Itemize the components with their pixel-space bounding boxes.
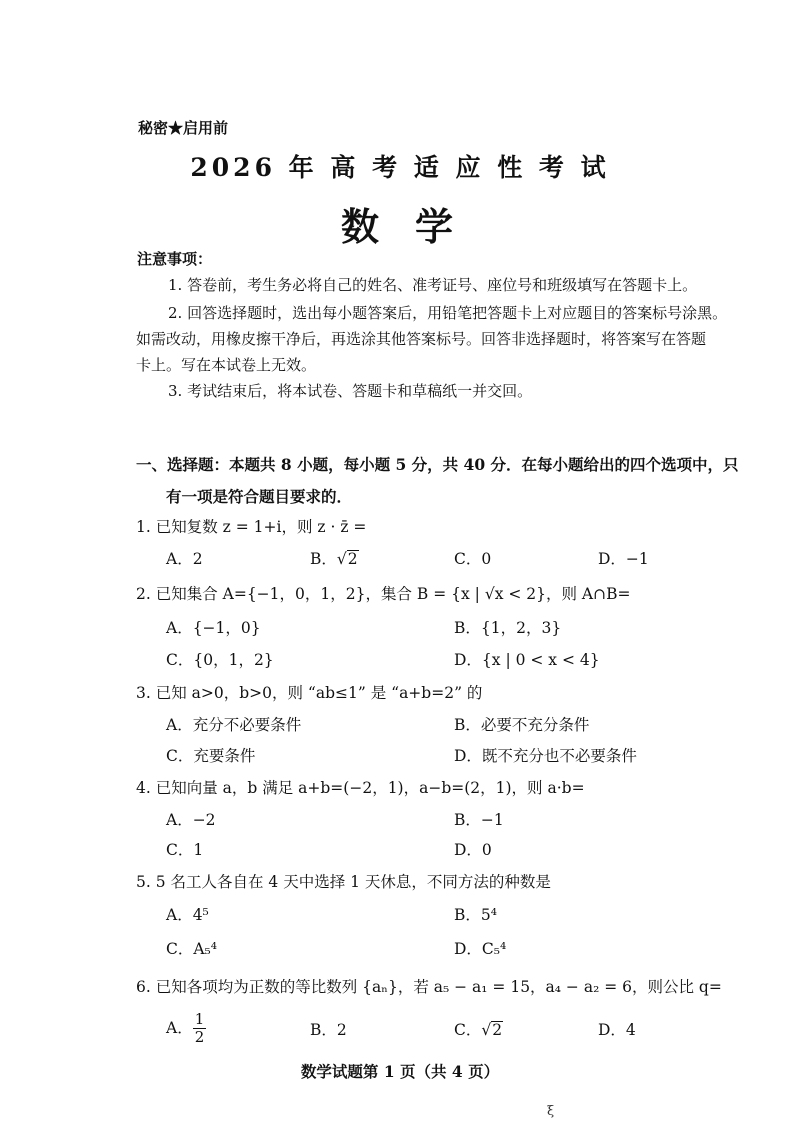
question-5-option-a: A．4⁵ (166, 906, 209, 924)
question-5-option-c: C．A₅⁴ (166, 940, 217, 958)
question-2-option-c: C．{0，1，2} (166, 651, 274, 669)
option-b-label: B． (310, 550, 337, 568)
notice-heading: 注意事项： (137, 250, 213, 268)
fraction (193, 1011, 207, 1047)
option-a-label: A． (166, 1018, 193, 1037)
question-5-option-d: D．C₅⁴ (454, 940, 507, 958)
question-6-option-b: B．2 (310, 1021, 347, 1039)
notice-item-1: 1. 答卷前，考生务必将自己的姓名、准考证号、座位号和班级填写在答题卡上。 (168, 276, 698, 294)
confidential-label: 秘密★启用前 (138, 119, 229, 137)
notice-item-3: 3. 考试结束后，将本试卷、答题卡和草稿纸一并交回。 (168, 382, 533, 400)
notice-item-2-line-3: 卡上。写在本试卷上无效。 (136, 356, 317, 374)
question-6-stem: 6. 已知各项均为正数的等比数列 {aₙ}，若 a₅ − a₁ = 15，a₄ − a₂ = 6，则公比 q= (136, 978, 722, 996)
sqrt-symbol: √ (336, 550, 347, 568)
question-1-stem: 1. 已知复数 z = 1+i，则 z · z̄ = (136, 518, 367, 536)
denominator: 2 (194, 1028, 205, 1047)
question-6-option-d: D．4 (598, 1021, 636, 1039)
section-heading-line-1: 一、选择题：本题共 8 小题，每小题 5 分，共 40 分．在每小题给出的四个选项中，只 (136, 455, 739, 474)
question-4-option-d: D．0 (454, 841, 492, 859)
question-4-option-a: A．−2 (166, 811, 216, 829)
question-2-option-a: A．{−1，0} (166, 619, 261, 637)
question-5-option-b: B．5⁴ (454, 906, 497, 924)
section-heading-line-2: 有一项是符合题目要求的． (166, 487, 353, 506)
question-3-option-a: A．充分不必要条件 (166, 716, 302, 734)
exam-title: 2026 年 高 考 适 应 性 考 试 (190, 153, 610, 182)
question-6-option-c (454, 1018, 503, 1040)
radicand: 2 (492, 1021, 503, 1039)
stray-mark: ξ (547, 1104, 555, 1119)
question-2-option-b: B．{1，2，3} (454, 619, 562, 637)
question-6-option-a (166, 1011, 206, 1047)
subject-title: 数学 (340, 204, 489, 249)
question-4-option-b: B．−1 (454, 811, 504, 829)
question-1-option-c: C．0 (454, 550, 492, 568)
question-3-option-d: D．既不充分也不必要条件 (454, 747, 637, 765)
question-2-stem: 2. 已知集合 A={−1，0，1，2}，集合 B = {x | √x < 2}，则 A∩B= (136, 585, 631, 603)
question-2-option-d: D．{x | 0 < x < 4} (454, 651, 600, 669)
question-1-option-a: A．2 (166, 550, 203, 568)
question-3-option-b: B．必要不充分条件 (454, 716, 590, 734)
question-5-stem: 5. 5 名工人各自在 4 天中选择 1 天休息，不同方法的种数是 (136, 873, 551, 891)
question-3-option-c: C．充要条件 (166, 747, 256, 765)
notice-item-2-line-2: 如需改动，用橡皮擦干净后，再选涂其他答案标号。回答非选择题时，将答案写在答题 (136, 330, 707, 348)
radicand: 2 (347, 550, 358, 568)
question-4-stem: 4. 已知向量 a，b 满足 a+b=(−2，1)，a−b=(2，1)，则 a·b= (136, 779, 585, 797)
sqrt-symbol: √ (481, 1021, 492, 1039)
question-1-option-b (310, 547, 359, 569)
question-4-option-c: C．1 (166, 841, 204, 859)
question-3-stem: 3. 已知 a>0，b>0，则 “ab≤1” 是 “a+b=2” 的 (136, 684, 483, 702)
notice-item-2-line-1: 2. 回答选择题时，选出每小题答案后，用铅笔把答题卡上对应题目的答案标号涂黑。 (168, 304, 728, 322)
page-footer: 数学试题第 1 页（共 4 页） (300, 1062, 500, 1081)
question-1-option-d: D．−1 (598, 550, 649, 568)
numerator: 1 (194, 1010, 205, 1028)
option-c-label: C． (454, 1021, 482, 1039)
